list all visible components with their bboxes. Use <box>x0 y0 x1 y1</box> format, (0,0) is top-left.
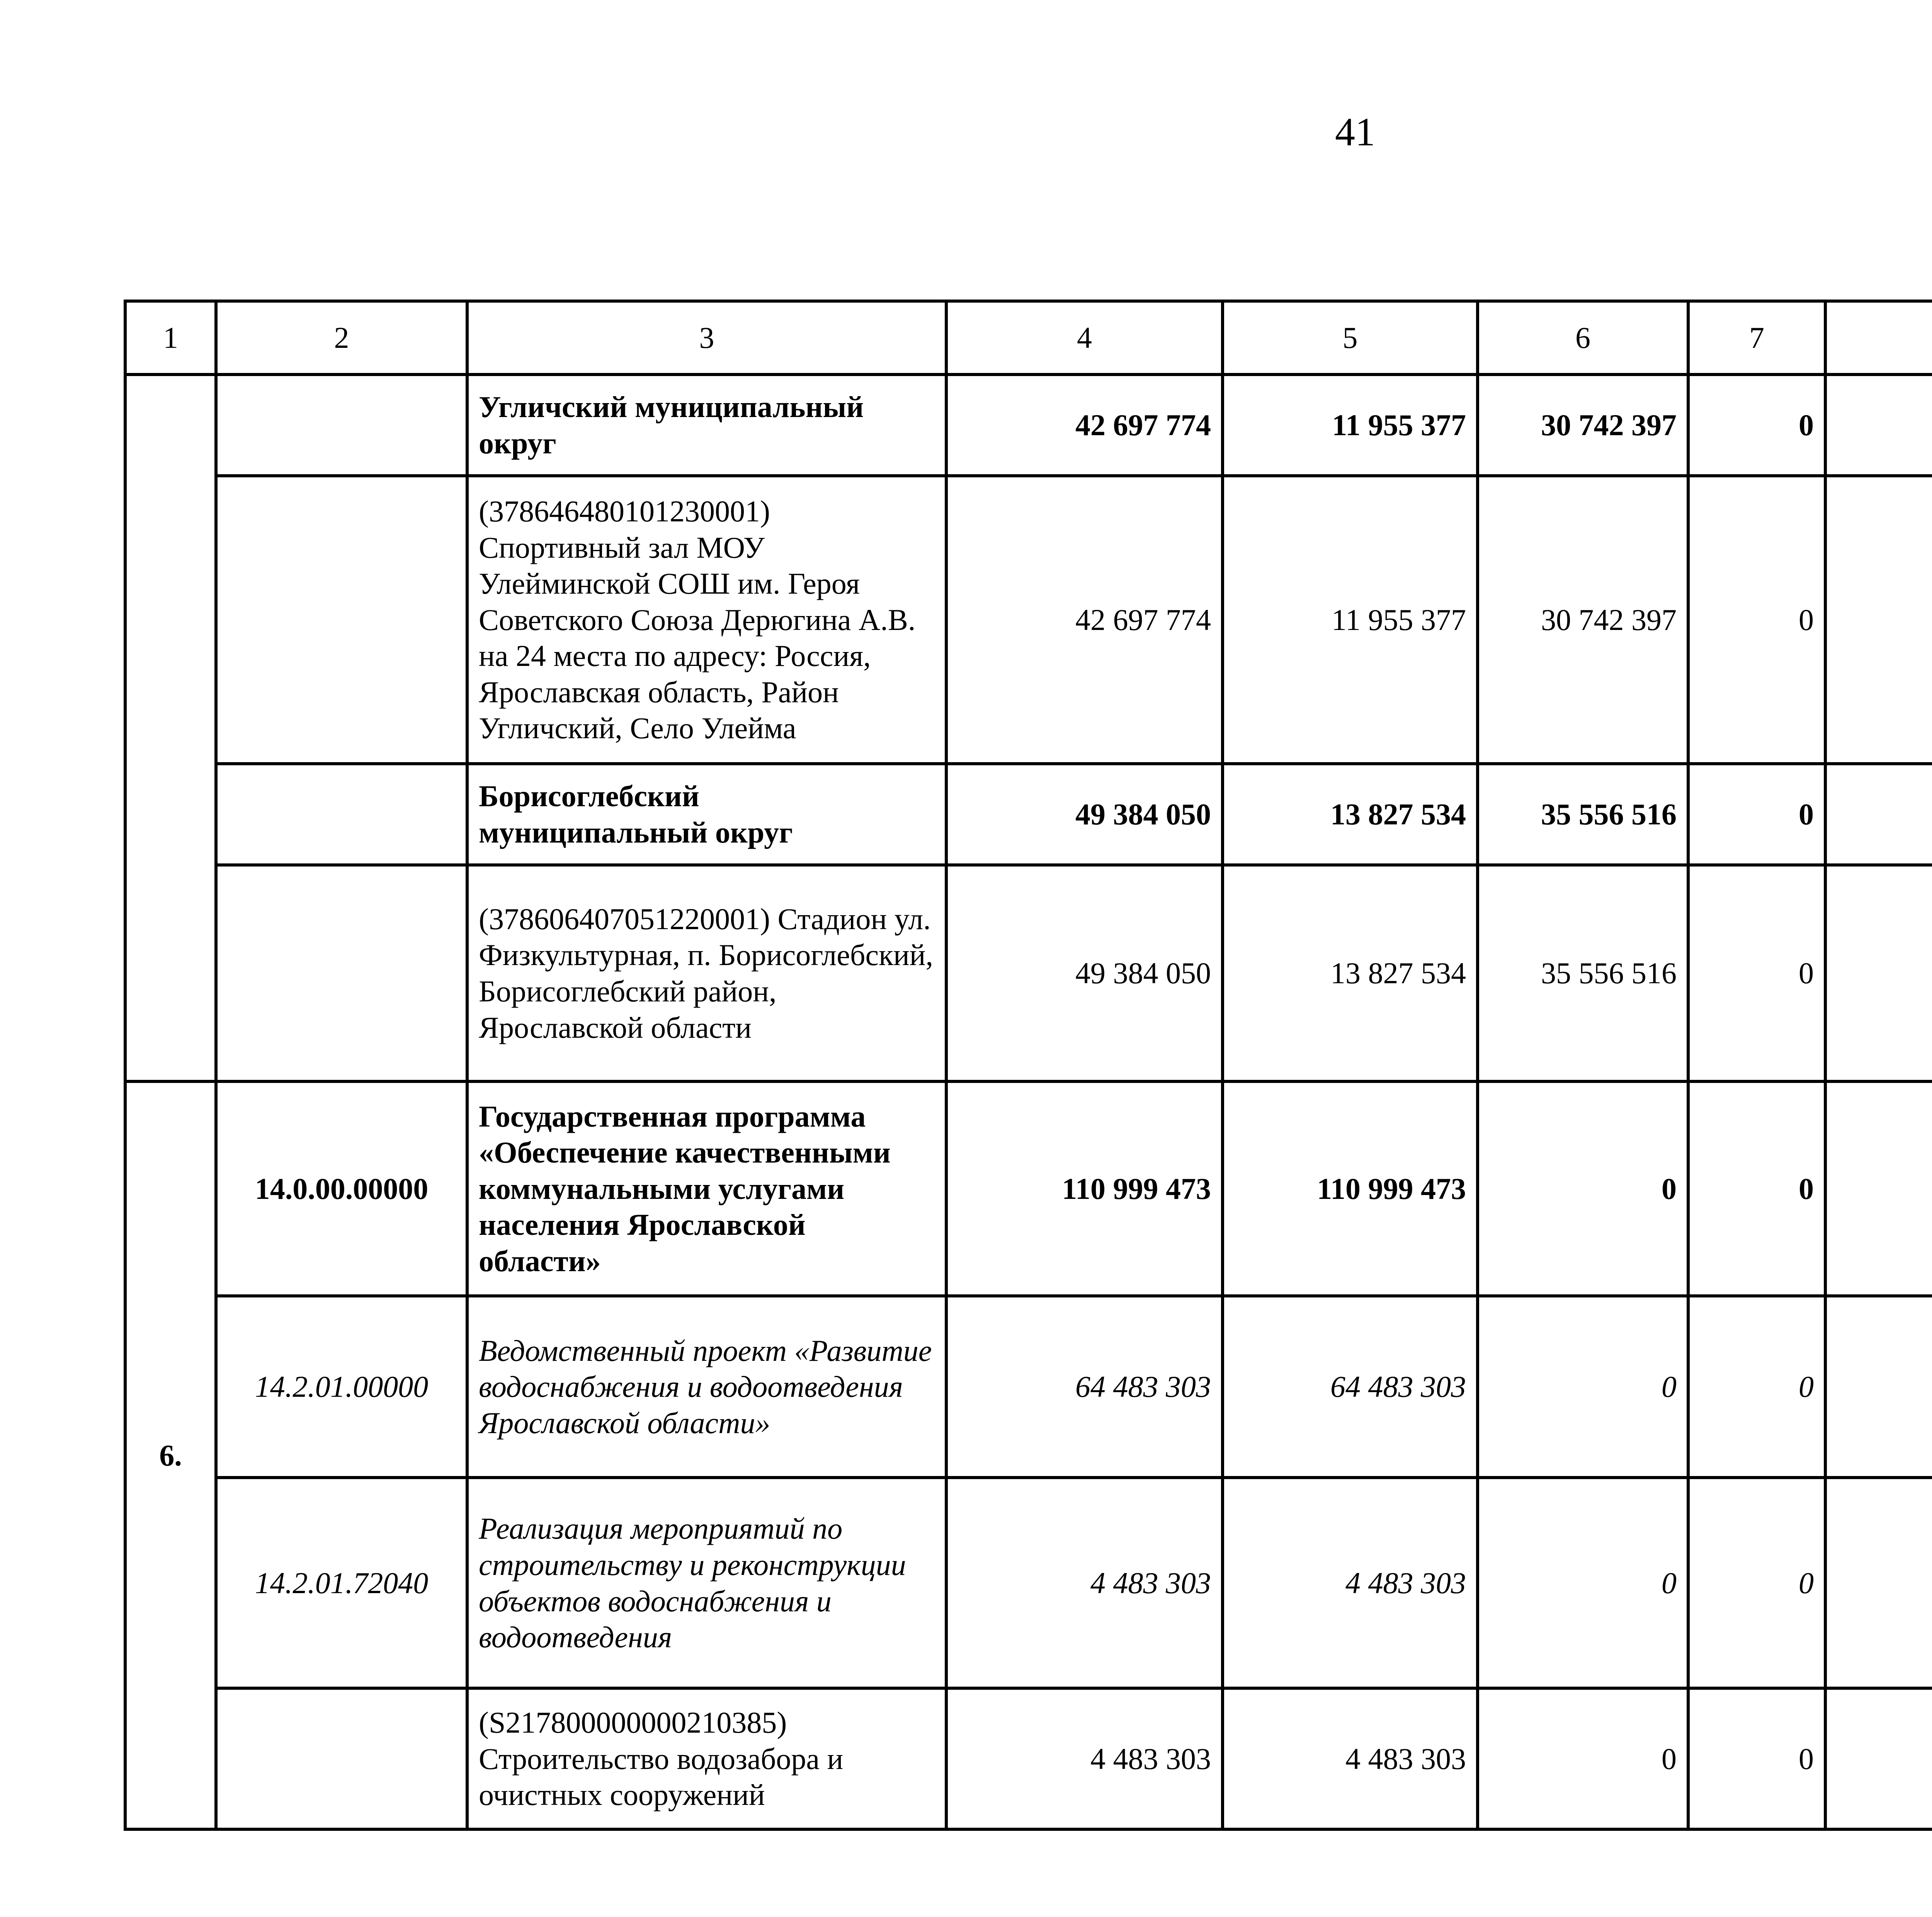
value-cell: 0 <box>1688 476 1825 764</box>
value-cell: 0 <box>1688 865 1825 1081</box>
value-cell: 4 483 303 <box>1223 1478 1478 1688</box>
header-cell: 1 <box>125 301 216 375</box>
table-row <box>125 476 1932 764</box>
value-cell <box>1825 1688 1932 1829</box>
value-cell: 110 999 473 <box>946 1081 1223 1296</box>
value-cell: 0 <box>1688 1081 1825 1296</box>
value-cell <box>1825 1296 1932 1478</box>
code-cell <box>216 476 467 764</box>
table-row <box>125 1478 1932 1688</box>
header-cell: 6 <box>1478 301 1688 375</box>
value-cell: 0 <box>1688 1478 1825 1688</box>
name-cell: (S217800000000210385) Строительство водозабора и очистных сооружений <box>467 1688 946 1829</box>
table-row <box>125 865 1932 1081</box>
name-cell: (378606407051220001) Стадион ул. Физкультурная, п. Борисоглебский, Борисоглебский район, Ярославской области <box>467 865 946 1081</box>
name-cell: Угличский муниципальный округ <box>467 375 946 476</box>
header-cell: 3 <box>467 301 946 375</box>
code-cell <box>216 1688 467 1829</box>
value-cell: 49 384 050 <box>946 764 1223 865</box>
budget-table <box>124 300 1932 1831</box>
value-cell: 0 <box>1478 1081 1688 1296</box>
header-cell: 4 <box>946 301 1223 375</box>
code-cell: 14.2.01.72040 <box>216 1478 467 1688</box>
value-cell: 30 742 397 <box>1478 476 1688 764</box>
code-cell <box>216 865 467 1081</box>
value-cell: 11 955 377 <box>1223 375 1478 476</box>
code-cell: 14.0.00.00000 <box>216 1081 467 1296</box>
value-cell: 35 556 516 <box>1478 764 1688 865</box>
table-row <box>125 1296 1932 1478</box>
value-cell: 0 <box>1478 1478 1688 1688</box>
value-cell <box>1825 375 1932 476</box>
value-cell: 110 999 473 <box>1223 1081 1478 1296</box>
value-cell: 13 827 534 <box>1223 865 1478 1081</box>
value-cell: 49 384 050 <box>946 865 1223 1081</box>
table-row <box>125 1688 1932 1829</box>
value-cell: 42 697 774 <box>946 375 1223 476</box>
table-header-row <box>125 301 1932 375</box>
value-cell <box>1825 1081 1932 1296</box>
value-cell: 64 483 303 <box>1223 1296 1478 1478</box>
value-cell <box>1825 1478 1932 1688</box>
value-cell: 35 556 516 <box>1478 865 1688 1081</box>
value-cell: 0 <box>1688 764 1825 865</box>
header-cell: 7 <box>1688 301 1825 375</box>
value-cell: 11 955 377 <box>1223 476 1478 764</box>
value-cell: 0 <box>1688 375 1825 476</box>
value-cell <box>1825 865 1932 1081</box>
row-index-cell <box>125 375 216 1081</box>
value-cell: 42 697 774 <box>946 476 1223 764</box>
name-cell: Реализация мероприятий по строительству и реконструкции объектов водоснабжения и водоотведения <box>467 1478 946 1688</box>
table-row <box>125 1081 1932 1296</box>
header-cell: 2 <box>216 301 467 375</box>
value-cell: 4 483 303 <box>946 1478 1223 1688</box>
name-cell: Ведомственный проект «Развитие водоснабжения и водоотведения Ярославской области» <box>467 1296 946 1478</box>
value-cell: 4 483 303 <box>946 1688 1223 1829</box>
value-cell <box>1825 476 1932 764</box>
value-cell <box>1825 764 1932 865</box>
value-cell: 13 827 534 <box>1223 764 1478 865</box>
value-cell: 0 <box>1688 1296 1825 1478</box>
value-cell: 30 742 397 <box>1478 375 1688 476</box>
header-cell <box>1825 301 1932 375</box>
name-cell: Государственная программа «Обеспечение качественными коммунальными услугами населения Ярославской области» <box>467 1081 946 1296</box>
code-cell: 14.2.01.00000 <box>216 1296 467 1478</box>
row-index-cell: 6. <box>125 1081 216 1829</box>
code-cell <box>216 764 467 865</box>
value-cell: 0 <box>1478 1688 1688 1829</box>
name-cell: (378646480101230001) Спортивный зал МОУ Улейминской СОШ им. Героя Советского Союза Дерюгина А.В. на 24 места по адресу: Россия, Ярославская область, Район Угличский, Село Улейма <box>467 476 946 764</box>
value-cell: 64 483 303 <box>946 1296 1223 1478</box>
code-cell <box>216 375 467 476</box>
name-cell: Борисоглебский муниципальный округ <box>467 764 946 865</box>
page-number: 41 <box>1335 110 1375 154</box>
table-row <box>125 375 1932 476</box>
value-cell: 0 <box>1478 1296 1688 1478</box>
header-cell: 5 <box>1223 301 1478 375</box>
table-row <box>125 764 1932 865</box>
value-cell: 0 <box>1688 1688 1825 1829</box>
value-cell: 4 483 303 <box>1223 1688 1478 1829</box>
